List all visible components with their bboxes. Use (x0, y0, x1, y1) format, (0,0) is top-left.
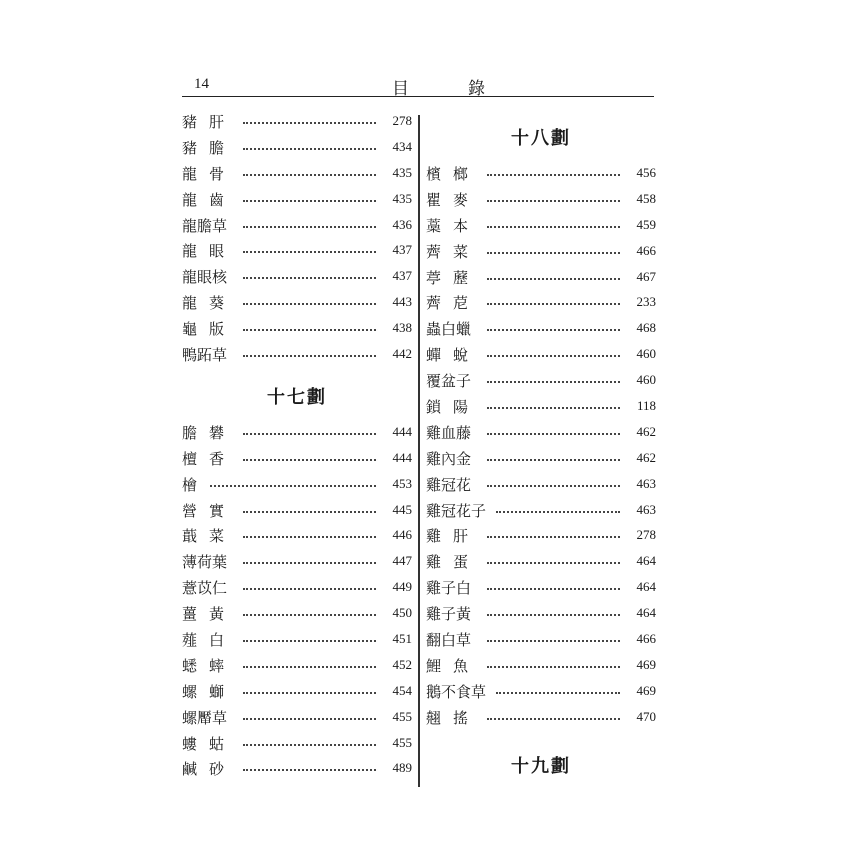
index-entry (182, 730, 412, 756)
index-entry (182, 755, 412, 781)
entry-term: 龍眼核 (182, 268, 228, 287)
index-entry (182, 600, 412, 626)
dot-leader (487, 485, 620, 487)
index-entry (182, 134, 412, 160)
dot-leader (496, 692, 620, 694)
entry-term: 薺苨 (426, 294, 481, 313)
entry-page-number: 442 (392, 346, 412, 362)
entry-page-number: 118 (636, 398, 656, 414)
entry-term: 鯉魚 (426, 656, 481, 675)
index-entry (426, 289, 656, 315)
entry-page-number: 437 (392, 268, 412, 284)
index-entry (182, 704, 412, 730)
entry-term: 藁本 (426, 216, 481, 235)
index-entry (426, 367, 656, 393)
index-entry (182, 212, 412, 238)
entry-term: 檳榔 (426, 165, 481, 183)
entry-page-number: 452 (392, 656, 412, 672)
entry-page-number: 445 (392, 501, 412, 517)
dot-leader (487, 536, 620, 538)
entry-page-number: 278 (636, 527, 656, 543)
entry-page-number: 436 (392, 216, 412, 232)
entry-page-number: 464 (636, 605, 656, 621)
entry-term: 龍骨 (182, 164, 237, 183)
entry-page-number: 453 (392, 475, 412, 491)
dot-leader (243, 692, 376, 694)
entry-term: 龍齒 (182, 190, 237, 209)
entry-term: 鎖陽 (426, 398, 481, 417)
entry-term: 雞肝 (426, 527, 481, 546)
left-column (182, 108, 412, 781)
index-entry (182, 678, 412, 704)
entry-page-number: 467 (636, 268, 656, 284)
dot-leader (243, 588, 376, 590)
entry-term: 鹹砂 (182, 760, 237, 779)
dot-leader (487, 278, 620, 280)
index-entry (426, 315, 656, 341)
dot-leader (243, 511, 376, 513)
entry-term: 雞冠花 (426, 475, 472, 494)
dot-leader (243, 355, 376, 357)
dot-leader (243, 562, 376, 564)
dot-leader (487, 407, 620, 409)
index-entry (182, 445, 412, 471)
index-entry (426, 238, 656, 264)
entry-term: 薤白 (182, 631, 237, 650)
entry-page-number: 463 (636, 475, 656, 491)
entry-page-number: 444 (392, 423, 412, 439)
entry-page-number: 454 (392, 682, 412, 698)
entry-page-number: 460 (636, 346, 656, 362)
dot-leader (487, 381, 620, 383)
dot-leader (487, 640, 620, 642)
index-entry (182, 548, 412, 574)
entry-term: 檀香 (182, 449, 237, 468)
entry-page-number: 449 (392, 579, 412, 595)
index-entry (182, 160, 412, 186)
index-entry (426, 212, 656, 238)
column-divider (418, 115, 420, 787)
entry-page-number: 459 (636, 216, 656, 232)
entry-page-number: 469 (636, 682, 656, 698)
index-entry (426, 264, 656, 290)
index-entry (182, 497, 412, 523)
index-entry (182, 522, 412, 548)
entry-page-number: 278 (392, 113, 412, 128)
entry-page-number: 489 (392, 760, 412, 776)
index-entry (426, 160, 656, 186)
entry-term: 蕺菜 (182, 527, 237, 546)
index-entry (426, 574, 656, 600)
entry-page-number: 435 (392, 190, 412, 206)
dot-leader (243, 122, 376, 124)
dot-leader (487, 614, 620, 616)
index-entry (182, 186, 412, 212)
section-title: 十九劃 (511, 755, 571, 777)
dot-leader (243, 433, 376, 435)
entry-page-number: 435 (392, 164, 412, 180)
dot-leader (487, 252, 620, 254)
index-entry (426, 652, 656, 678)
index-entry (182, 108, 412, 134)
dot-leader (243, 640, 376, 642)
dot-leader (243, 614, 376, 616)
entry-page-number: 456 (636, 165, 656, 180)
section-title: 十七劃 (267, 386, 327, 408)
index-entry (426, 548, 656, 574)
page-header (182, 68, 654, 97)
dot-leader (487, 588, 620, 590)
entry-term: 蟋蟀 (182, 656, 237, 675)
dot-leader (243, 718, 376, 720)
entry-page-number: 462 (636, 423, 656, 439)
index-entry (182, 289, 412, 315)
index-entry (426, 186, 656, 212)
entry-term: 膽礬 (182, 423, 237, 442)
dot-leader (243, 744, 376, 746)
entry-page-number: 451 (392, 631, 412, 647)
right-column (426, 120, 656, 786)
entry-page-number: 469 (636, 656, 656, 672)
entry-page-number: 450 (392, 605, 412, 621)
header-title-char: 目 (392, 79, 409, 99)
entry-term: 檜 (182, 475, 198, 494)
entry-page-number: 443 (392, 294, 412, 310)
entry-term: 薄荷葉 (182, 553, 228, 572)
index-entry (182, 652, 412, 678)
index-entry (426, 600, 656, 626)
entry-term: 覆盆子 (426, 372, 472, 391)
dot-leader (243, 769, 376, 771)
dot-leader (243, 200, 376, 202)
entry-term: 雞蛋 (426, 553, 481, 572)
entry-page-number: 446 (392, 527, 412, 543)
entry-page-number: 455 (392, 708, 412, 724)
dot-leader (496, 511, 620, 513)
entry-term: 蟬蛻 (426, 346, 481, 365)
page-number: 14 (194, 76, 209, 92)
entry-term: 雞血藤 (426, 423, 472, 442)
entry-term: 營實 (182, 501, 237, 520)
entry-term: 螻蛄 (182, 734, 237, 753)
entry-term: 豬膽 (182, 138, 237, 157)
section-title: 十八劃 (511, 128, 571, 149)
entry-term: 雞子白 (426, 579, 472, 598)
entry-term: 薑黃 (182, 605, 237, 624)
entry-term: 螺螄 (182, 682, 237, 701)
entry-term: 瞿麥 (426, 190, 481, 209)
entry-term: 葶藶 (426, 268, 481, 287)
entry-term: 蟲白蠟 (426, 320, 472, 339)
dot-leader (487, 666, 620, 668)
index-entry (182, 471, 412, 497)
index-entry (426, 445, 656, 471)
entry-term: 鵝不食草 (426, 682, 487, 701)
entry-term: 龜版 (182, 320, 237, 339)
index-entry (426, 522, 656, 548)
index-entry (182, 237, 412, 263)
dot-leader (487, 226, 620, 228)
index-entry (426, 497, 656, 523)
index-entry (426, 393, 656, 419)
index-entry (182, 574, 412, 600)
dot-leader (243, 303, 376, 305)
entry-page-number: 468 (636, 320, 656, 336)
entry-list (426, 160, 656, 730)
entry-page-number: 233 (636, 294, 656, 310)
dot-leader (487, 718, 620, 720)
index-entry (182, 341, 412, 367)
dot-leader (243, 329, 376, 331)
index-entry (182, 315, 412, 341)
entry-page-number: 438 (392, 320, 412, 336)
dot-leader (243, 148, 376, 150)
entry-term: 雞冠花子 (426, 501, 487, 520)
entry-term: 龍葵 (182, 294, 237, 313)
entry-term: 翹搖 (426, 708, 481, 727)
dot-leader (487, 329, 620, 331)
dot-leader (210, 485, 376, 487)
entry-term: 薏苡仁 (182, 579, 228, 598)
dot-leader (487, 200, 620, 202)
entry-page-number: 434 (392, 138, 412, 154)
dot-leader (243, 277, 376, 279)
entry-page-number: 470 (636, 708, 656, 724)
entry-term: 龍膽草 (182, 216, 228, 235)
entry-page-number: 444 (392, 449, 412, 465)
entry-term: 龍眼 (182, 242, 237, 261)
index-entry (182, 263, 412, 289)
entry-page-number: 437 (392, 242, 412, 258)
entry-page-number: 462 (636, 449, 656, 465)
dot-leader (487, 562, 620, 564)
dot-leader (487, 355, 620, 357)
entry-term: 雞內金 (426, 449, 472, 468)
entry-page-number: 464 (636, 579, 656, 595)
dot-leader (243, 536, 376, 538)
index-entry (182, 626, 412, 652)
dot-leader (243, 174, 376, 176)
index-entry (426, 419, 656, 445)
entry-page-number: 466 (636, 631, 656, 647)
dot-leader (487, 459, 620, 461)
entry-term: 鴨跖草 (182, 346, 228, 365)
index-entry (426, 341, 656, 367)
entry-term: 豬肝 (182, 113, 237, 131)
entry-page-number: 447 (392, 553, 412, 569)
entry-page-number: 455 (392, 734, 412, 750)
index-entry (182, 419, 412, 445)
entry-term: 薺菜 (426, 242, 481, 261)
dot-leader (487, 174, 620, 176)
dot-leader (243, 251, 376, 253)
entry-page-number: 458 (636, 190, 656, 206)
index-entry (426, 471, 656, 497)
entry-page-number: 464 (636, 553, 656, 569)
header-title-char: 錄 (468, 79, 485, 99)
index-entry (426, 678, 656, 704)
dot-leader (243, 666, 376, 668)
entry-list (182, 419, 412, 781)
dot-leader (243, 459, 376, 461)
entry-list (182, 108, 412, 367)
entry-page-number: 466 (636, 242, 656, 258)
entry-term: 雞子黃 (426, 605, 472, 624)
entry-page-number: 460 (636, 372, 656, 388)
index-entry (426, 626, 656, 652)
entry-page-number: 463 (636, 501, 656, 517)
entry-term: 翻白草 (426, 631, 472, 650)
entry-term: 螺厴草 (182, 708, 228, 727)
index-entry (426, 704, 656, 730)
dot-leader (487, 433, 620, 435)
dot-leader (487, 303, 620, 305)
dot-leader (243, 226, 376, 228)
